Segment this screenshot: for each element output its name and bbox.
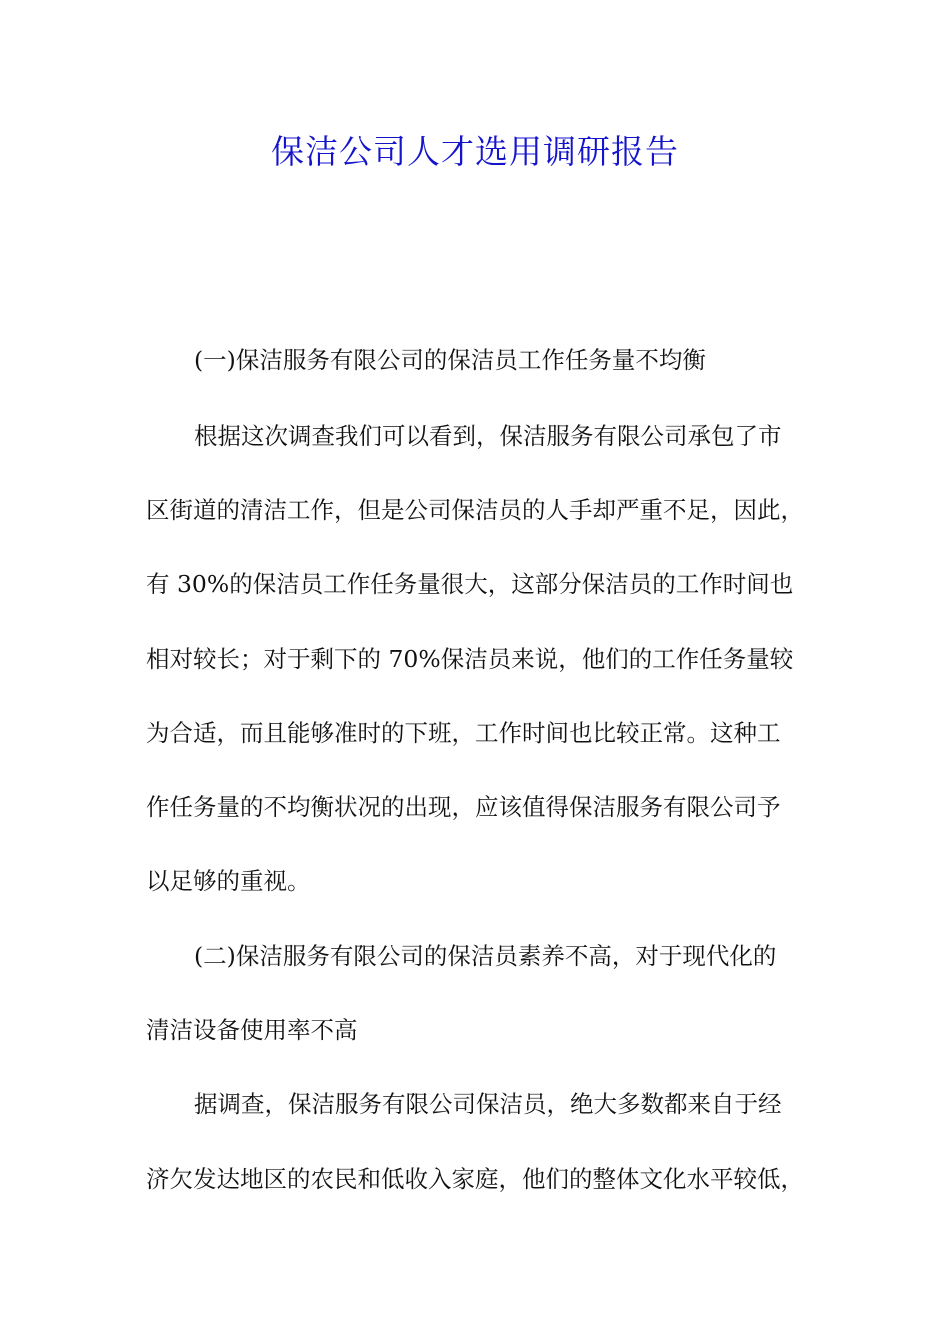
paragraph-line: 济欠发达地区的农民和低收入家庭，他们的整体文化水平较低， <box>146 1165 804 1193</box>
section-heading-2: (二)保洁服务有限公司的保洁员素养不高，对于现代化的 <box>194 942 777 970</box>
paragraph-line: 有 30%的保洁员工作任务量很大，这部分保洁员的工作时间也 <box>146 570 794 598</box>
paragraph-line: 以足够的重视。 <box>146 867 311 895</box>
paragraph-line: 相对较长；对于剩下的 70%保洁员来说，他们的工作任务量较 <box>146 645 794 673</box>
paragraph-line: 作任务量的不均衡状况的出现，应该值得保洁服务有限公司予 <box>146 793 781 821</box>
paragraph-line: 根据这次调查我们可以看到，保洁服务有限公司承包了市 <box>194 422 782 450</box>
section-heading-2-continued: 清洁设备使用率不高 <box>146 1016 358 1044</box>
document-title: 保洁公司人才选用调研报告 <box>271 132 679 171</box>
paragraph-line: 区街道的清洁工作，但是公司保洁员的人手却严重不足，因此， <box>146 496 804 524</box>
paragraph-line: 据调查，保洁服务有限公司保洁员，绝大多数都来自于经 <box>194 1090 782 1118</box>
section-heading-1: (一)保洁服务有限公司的保洁员工作任务量不均衡 <box>194 346 706 374</box>
paragraph-line: 为合适，而且能够准时的下班，工作时间也比较正常。这种工 <box>146 719 781 747</box>
